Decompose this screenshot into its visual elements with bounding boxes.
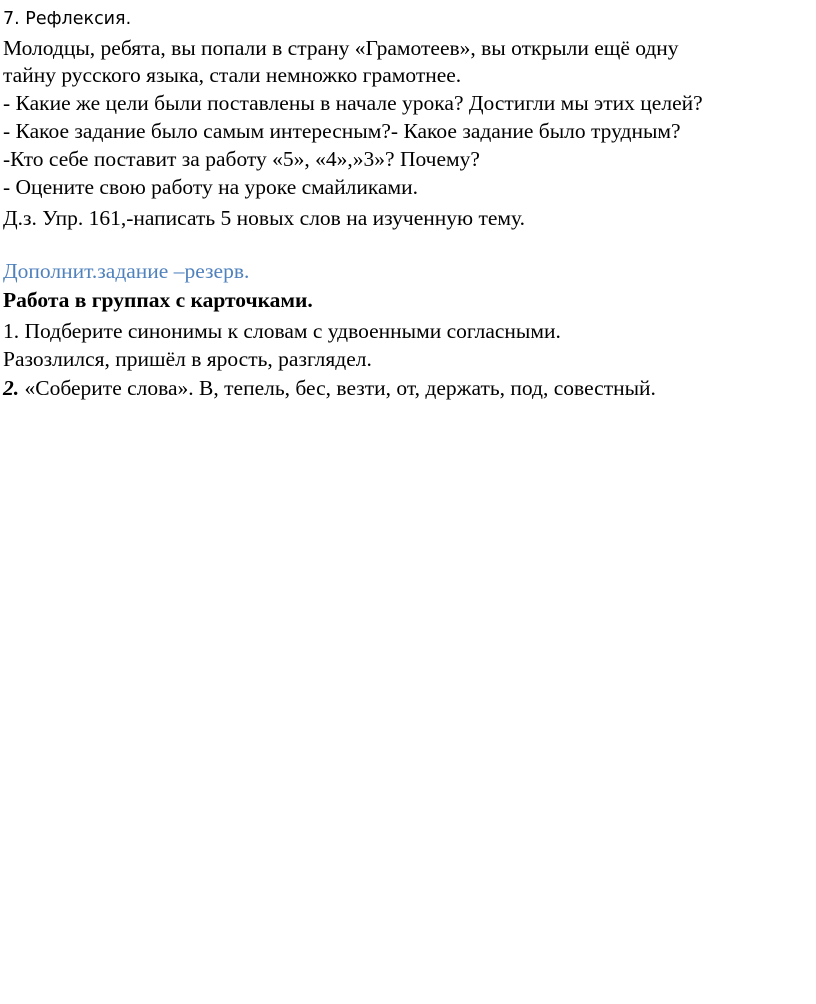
task-2-line — [3, 375, 656, 401]
group-work-title: Работа в группах с карточками. — [3, 288, 313, 312]
reserve-task-title: Дополнит.задание –резерв. — [3, 259, 250, 283]
paragraph-line-3: - Какие же цели были поставлены в начале урока? Достигли мы этих целей? — [3, 91, 703, 115]
paragraph-line-5: -Кто себе поставит за работу «5», «4»,»3»? Почему? — [3, 147, 480, 171]
section-heading: 7. Рефлексия. — [3, 9, 132, 29]
paragraph-line-1: Молодцы, ребята, вы попали в страну «Грамотеев», вы открыли ещё одну — [3, 36, 679, 60]
task-1-line-1: 1. Подберите синонимы к словам с удвоенными согласными. — [3, 319, 561, 343]
paragraph-line-4: - Какое задание было самым интересным?- Какое задание было трудным? — [3, 119, 681, 143]
paragraph-line-2: тайну русского языка, стали немножко грамотнее. — [3, 63, 462, 87]
task-1-line-2: Разозлился, пришёл в ярость, разглядел. — [3, 347, 372, 371]
task-2-text: «Соберите слова». В, тепель, бес, везти, от, держать, под, совестный. — [19, 376, 656, 400]
paragraph-line-6: - Оцените свою работу на уроке смайликами. — [3, 175, 419, 199]
task-2-number: 2. — [3, 376, 20, 400]
homework-line: Д.з. Упр. 161,-написать 5 новых слов на изученную тему. — [3, 206, 525, 230]
